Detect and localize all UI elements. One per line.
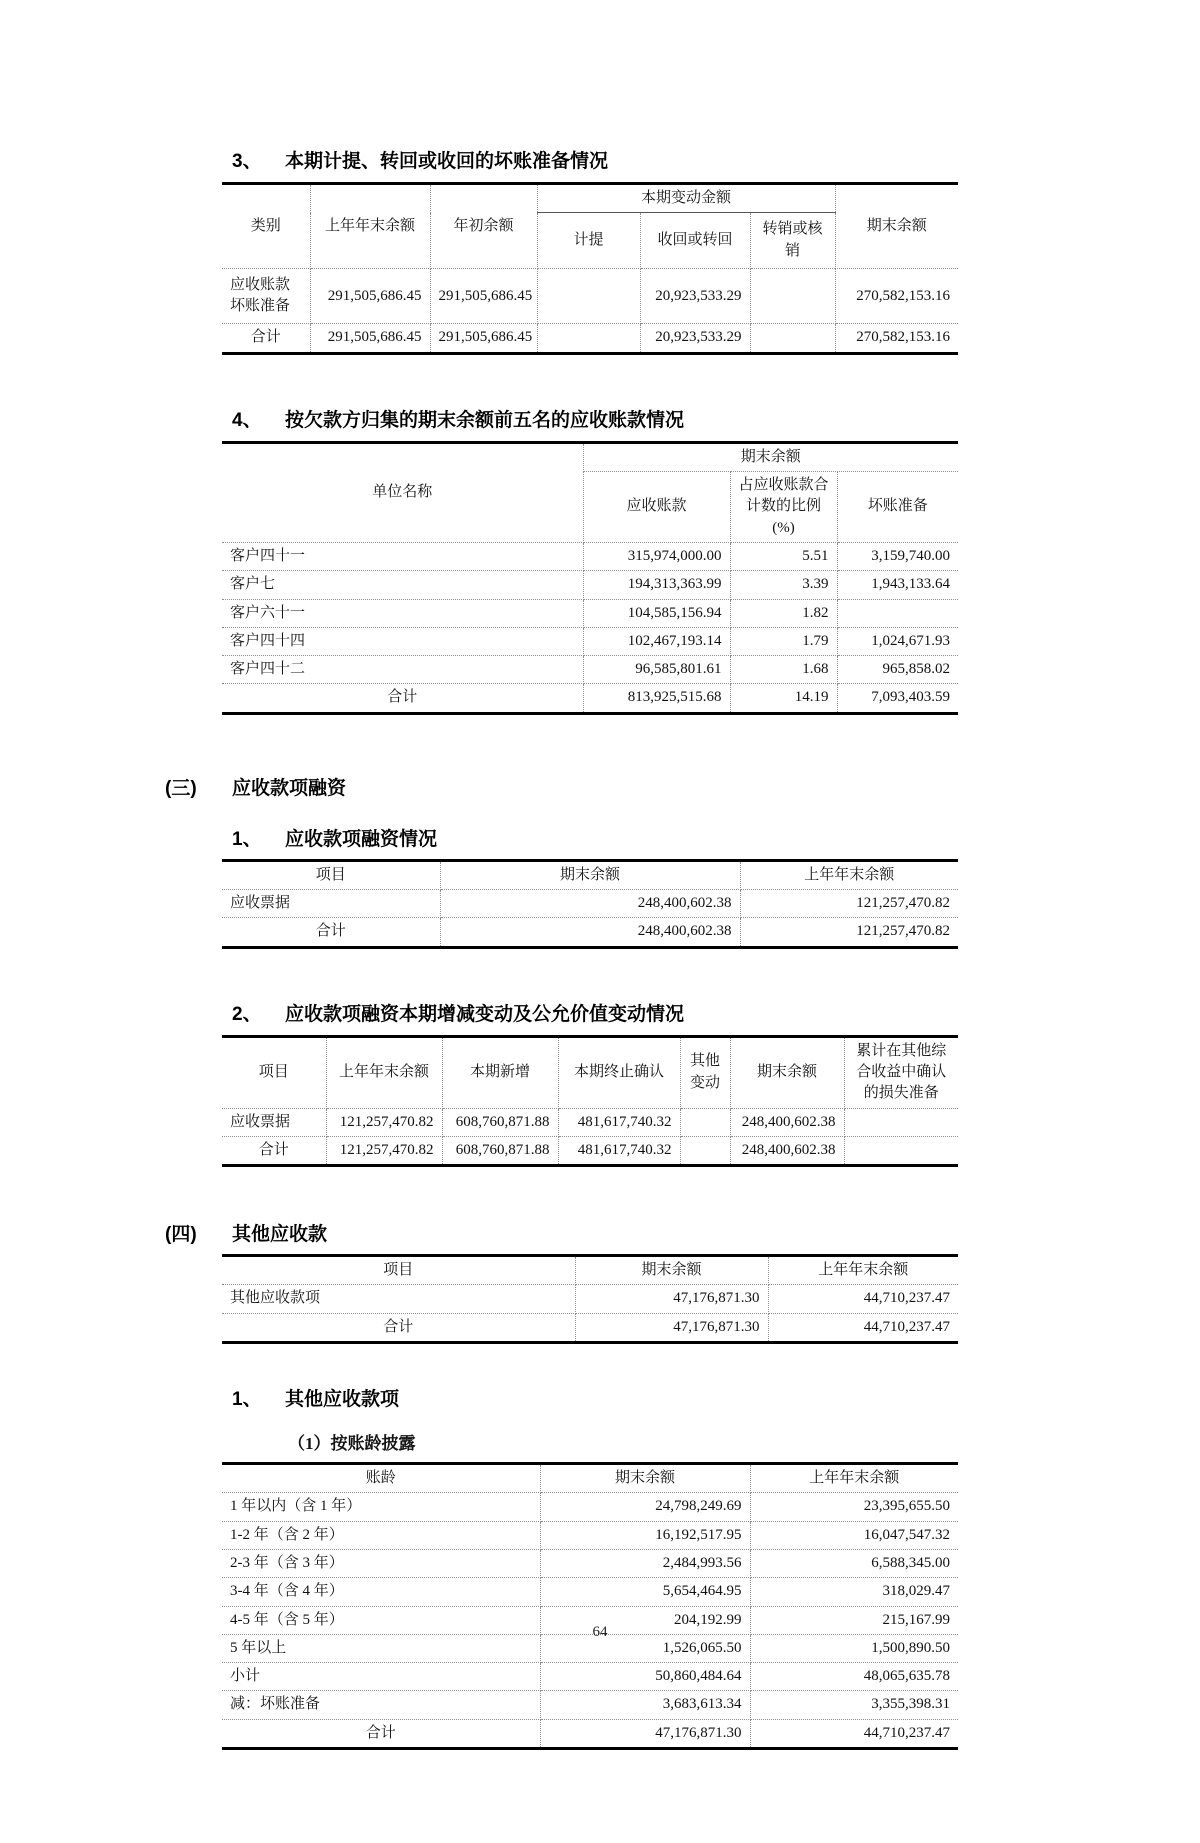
cell-value: 318,029.47 <box>750 1578 958 1606</box>
section4-title: 按欠款方归集的期末余额前五名的应收账款情况 <box>285 409 685 431</box>
cell-value: 1.79 <box>730 627 837 655</box>
cell-value <box>837 599 958 627</box>
section-c3-title: 应收款项融资 <box>232 777 347 799</box>
cell-value <box>680 1136 730 1165</box>
table-header-row <box>222 184 958 213</box>
table-header-row <box>222 1036 958 1108</box>
header-cell-category: 类别 <box>222 184 310 269</box>
cell-label: 客户六十一 <box>222 599 583 627</box>
cell-value: 965,858.02 <box>837 656 958 684</box>
table-total-row <box>222 918 958 947</box>
cell-value: 481,617,740.32 <box>558 1136 680 1165</box>
table-header-row <box>222 442 958 471</box>
cell-value: 1,526,065.50 <box>540 1634 750 1662</box>
cell-label: 应收账款坏账准备 <box>222 268 310 324</box>
section3-heading <box>232 146 1200 173</box>
table-row <box>222 1549 958 1577</box>
header-cell-period-end: 期末余额 <box>440 860 740 889</box>
cell-label: 应收票据 <box>222 890 440 918</box>
cell-value: 102,467,193.14 <box>583 627 730 655</box>
cell-value: 204,192.99 <box>540 1606 750 1634</box>
cell-value: 248,400,602.38 <box>440 918 740 947</box>
section-c3-number: (三) <box>165 777 197 799</box>
cell-value <box>680 1108 730 1136</box>
table-row <box>222 890 958 918</box>
cell-value <box>537 268 640 324</box>
header-cell-prev-year-end: 上年年末余额 <box>326 1036 442 1108</box>
table-header-row <box>222 860 958 889</box>
cell-value: 1,024,671.93 <box>837 627 958 655</box>
header-cell-prev-year-end: 上年年末余额 <box>768 1256 958 1285</box>
cell-value: 1,943,133.64 <box>837 571 958 599</box>
other-receivables-sub1-title: 其他应收款项 <box>285 1389 400 1411</box>
cell-value: 248,400,602.38 <box>440 890 740 918</box>
cell-value: 1,500,890.50 <box>750 1634 958 1662</box>
table-row <box>222 1691 958 1719</box>
cell-value: 5.51 <box>730 542 837 570</box>
header-cell-item: 项目 <box>222 860 440 889</box>
table-row <box>222 1521 958 1549</box>
cell-value: 16,047,547.32 <box>750 1521 958 1549</box>
cell-value: 813,925,515.68 <box>583 684 730 713</box>
cell-value: 1.68 <box>730 656 837 684</box>
cell-value: 14.19 <box>730 684 837 713</box>
section3-title: 本期计提、转回或收回的坏账准备情况 <box>285 151 609 172</box>
header-cell-bad-debt: 坏账准备 <box>837 472 958 543</box>
table-subtotal-row <box>222 1663 958 1691</box>
table-row <box>222 1493 958 1521</box>
other-receivables-sub1-heading <box>232 1384 1200 1411</box>
table-row <box>222 542 958 570</box>
cell-value: 270,582,153.16 <box>835 268 958 324</box>
cell-total-label: 合计 <box>222 324 310 353</box>
cell-value <box>750 268 835 324</box>
cell-value: 270,582,153.16 <box>835 324 958 353</box>
cell-label: 5 年以上 <box>222 1634 540 1662</box>
cell-value: 248,400,602.38 <box>730 1136 844 1165</box>
table-total-row <box>222 1719 958 1748</box>
cell-label: 客户四十四 <box>222 627 583 655</box>
table-row <box>222 656 958 684</box>
cell-value: 44,710,237.47 <box>768 1313 958 1342</box>
cell-value: 608,760,871.88 <box>442 1136 558 1165</box>
cell-label: 1-2 年（含 2 年） <box>222 1521 540 1549</box>
cell-value: 121,257,470.82 <box>326 1108 442 1136</box>
header-cell-period-end: 期末余额 <box>835 184 958 269</box>
cell-total-label: 合计 <box>222 1313 575 1342</box>
top5-receivables-table <box>222 441 958 715</box>
table-row <box>222 1285 958 1313</box>
header-cell-oci-loss: 累计在其他综合收益中确认的损失准备 <box>844 1036 958 1108</box>
other-receivables-table <box>222 1254 958 1344</box>
header-cell-ar: 应收账款 <box>583 472 730 543</box>
cell-value <box>750 324 835 353</box>
table-total-row <box>222 1136 958 1165</box>
cell-value: 121,257,470.82 <box>740 890 958 918</box>
header-cell-recovered: 收回或转回 <box>640 213 750 269</box>
table-header-row <box>222 1464 958 1493</box>
cell-value: 608,760,871.88 <box>442 1108 558 1136</box>
header-cell-item: 项目 <box>222 1256 575 1285</box>
table-total-row <box>222 684 958 713</box>
table-row <box>222 1578 958 1606</box>
cell-value: 47,176,871.30 <box>575 1313 768 1342</box>
cell-label: 客户四十一 <box>222 542 583 570</box>
table-total-row <box>222 1313 958 1342</box>
cell-value: 3,159,740.00 <box>837 542 958 570</box>
cell-value: 47,176,871.30 <box>575 1285 768 1313</box>
financing-sub2-heading <box>232 999 1200 1026</box>
cell-label: 客户七 <box>222 571 583 599</box>
cell-label: 4-5 年（含 5 年） <box>222 1606 540 1634</box>
cell-value: 24,798,249.69 <box>540 1493 750 1521</box>
cell-value: 5,654,464.95 <box>540 1578 750 1606</box>
cell-value: 47,176,871.30 <box>540 1719 750 1748</box>
cell-value: 2,484,993.56 <box>540 1549 750 1577</box>
table-row <box>222 1108 958 1136</box>
cell-value: 291,505,686.45 <box>430 324 537 353</box>
document-page <box>0 146 1200 1843</box>
cell-label: 应收票据 <box>222 1108 326 1136</box>
cell-total-label: 合计 <box>222 684 583 713</box>
header-cell-other-change: 其他变动 <box>680 1036 730 1108</box>
table-row <box>222 268 958 324</box>
header-cell-period-end: 期末余额 <box>730 1036 844 1108</box>
section4-heading <box>232 405 1200 432</box>
aging-disclosure-label: （1）按账龄披露 <box>288 1434 416 1454</box>
cell-label: 客户四十二 <box>222 656 583 684</box>
cell-value: 50,860,484.64 <box>540 1663 750 1691</box>
financing-sub1-heading <box>232 824 1200 851</box>
financing-sub1-number: 1、 <box>232 828 262 850</box>
section4-number: 4、 <box>232 409 262 431</box>
cell-value <box>844 1136 958 1165</box>
cell-total-label: 合计 <box>222 918 440 947</box>
table-total-row <box>222 324 958 353</box>
cell-value: 481,617,740.32 <box>558 1108 680 1136</box>
cell-total-label: 合计 <box>222 1136 326 1165</box>
header-cell-period-end: 期末余额 <box>540 1464 750 1493</box>
cell-value: 1.82 <box>730 599 837 627</box>
cell-value: 291,505,686.45 <box>310 268 430 324</box>
table-header-row <box>222 1256 958 1285</box>
cell-label: 减：坏账准备 <box>222 1691 540 1719</box>
page-number: 64 <box>592 1624 608 1640</box>
section-c3-heading <box>165 773 1200 800</box>
cell-value: 121,257,470.82 <box>740 918 958 947</box>
header-cell-period-end-group: 期末余额 <box>583 442 958 471</box>
financing-sub2-title: 应收款项融资本期增减变动及公允价值变动情况 <box>285 1003 685 1025</box>
cell-value: 3,683,613.34 <box>540 1691 750 1719</box>
header-cell-added: 本期新增 <box>442 1036 558 1108</box>
cell-value: 315,974,000.00 <box>583 542 730 570</box>
header-cell-derecognized: 本期终止确认 <box>558 1036 680 1108</box>
header-cell-change-group: 本期变动金额 <box>537 184 835 213</box>
aging-table <box>222 1462 958 1750</box>
header-cell-accrual: 计提 <box>537 213 640 269</box>
table-row <box>222 599 958 627</box>
cell-label: 小计 <box>222 1663 540 1691</box>
cell-value: 104,585,156.94 <box>583 599 730 627</box>
cell-value: 20,923,533.29 <box>640 268 750 324</box>
cell-label: 2-3 年（含 3 年） <box>222 1549 540 1577</box>
cell-value: 20,923,533.29 <box>640 324 750 353</box>
header-cell-year-begin: 年初余额 <box>430 184 537 269</box>
cell-label: 1 年以内（含 1 年） <box>222 1493 540 1521</box>
cell-value: 194,313,363.99 <box>583 571 730 599</box>
header-cell-unit: 单位名称 <box>222 442 583 542</box>
header-cell-prev-year-end: 上年年末余额 <box>310 184 430 269</box>
section-c4-heading <box>165 1219 1200 1246</box>
financing-sub1-title: 应收款项融资情况 <box>285 828 438 850</box>
cell-value: 121,257,470.82 <box>326 1136 442 1165</box>
cell-value: 7,093,403.59 <box>837 684 958 713</box>
cell-value: 3,355,398.31 <box>750 1691 958 1719</box>
header-cell-writeoff: 转销或核销 <box>750 213 835 269</box>
financing-sub2-number: 2、 <box>232 1003 262 1025</box>
financing-movement-table <box>222 1035 958 1167</box>
header-cell-prev-year-end: 上年年末余额 <box>750 1464 958 1493</box>
cell-value: 16,192,517.95 <box>540 1521 750 1549</box>
bad-debt-provision-table <box>222 182 958 355</box>
cell-value: 44,710,237.47 <box>750 1719 958 1748</box>
section-c4-title: 其他应收款 <box>232 1224 328 1246</box>
cell-value: 215,167.99 <box>750 1606 958 1634</box>
header-cell-ratio: 占应收账款合计数的比例(%) <box>730 472 837 543</box>
table-row <box>222 627 958 655</box>
cell-value: 48,065,635.78 <box>750 1663 958 1691</box>
cell-value: 23,395,655.50 <box>750 1493 958 1521</box>
cell-value: 96,585,801.61 <box>583 656 730 684</box>
header-cell-item: 项目 <box>222 1036 326 1108</box>
cell-label: 其他应收款项 <box>222 1285 575 1313</box>
cell-value: 44,710,237.47 <box>768 1285 958 1313</box>
cell-value <box>844 1108 958 1136</box>
cell-value <box>537 324 640 353</box>
cell-value: 248,400,602.38 <box>730 1108 844 1136</box>
section3-number: 3、 <box>232 151 262 172</box>
financing-summary-table <box>222 859 958 949</box>
cell-value: 291,505,686.45 <box>310 324 430 353</box>
cell-value: 6,588,345.00 <box>750 1549 958 1577</box>
cell-label: 3-4 年（含 4 年） <box>222 1578 540 1606</box>
cell-value: 3.39 <box>730 571 837 599</box>
other-receivables-sub1-number: 1、 <box>232 1389 262 1411</box>
section-c4-number: (四) <box>165 1224 197 1246</box>
cell-total-label: 合计 <box>222 1719 540 1748</box>
header-cell-period-end: 期末余额 <box>575 1256 768 1285</box>
header-cell-aging: 账龄 <box>222 1464 540 1493</box>
header-cell-prev-year-end: 上年年末余额 <box>740 860 958 889</box>
cell-value: 291,505,686.45 <box>430 268 537 324</box>
table-row <box>222 571 958 599</box>
